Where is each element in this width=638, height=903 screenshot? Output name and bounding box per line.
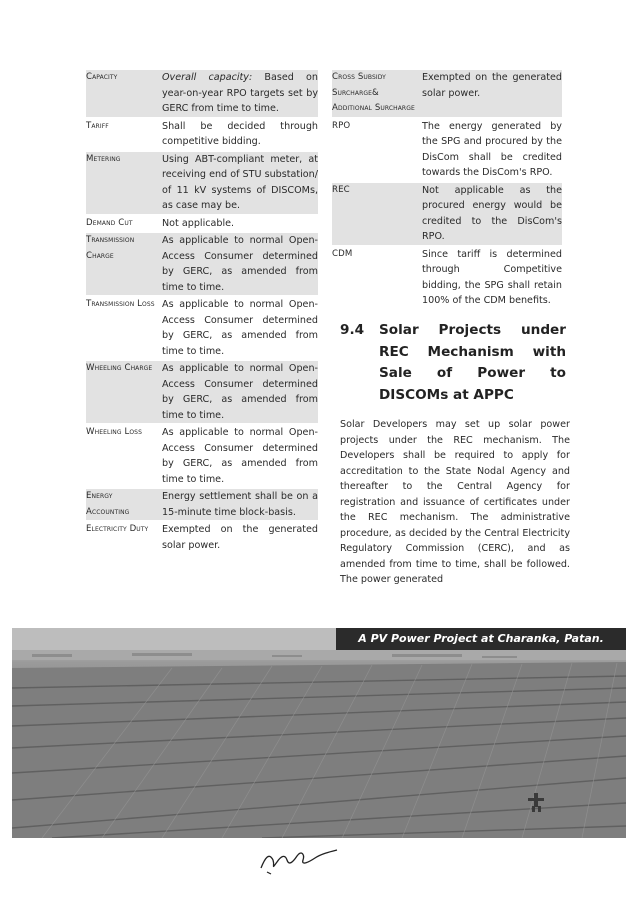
right-table-value: The energy generated by the SPG and procured by the DisCom shall be credited towards the DisCom's RPO.	[422, 120, 562, 178]
left-table-key: Wheeling Charge	[86, 363, 153, 373]
right-table-key: CDM	[332, 248, 353, 259]
right-table-key: Cross Subsidy Surcharge& Additional Surcharge	[332, 72, 415, 113]
left-table-value: Energy settlement shall be on a 15-minute time block-basis.	[162, 491, 318, 518]
body-paragraph: Solar Developers may set up solar power projects under the REC mechanism. The Developers shall be required to apply for accreditation to the State Nodal Agency and thereafter to the Central Agency for registration and issuance of certificates under the REC mechanism. The administrative procedure, as decided by the Central Electricity Regulatory Commission (CERC), and as amended from time to time, shall be followed. The power generated	[340, 419, 570, 585]
left-table-value: As applicable to normal Open-Access Consumer determined by GERC, as amended from time to time.	[162, 235, 318, 293]
right-terms-table	[332, 70, 562, 309]
right-table-value: Exempted on the generated solar power.	[422, 72, 562, 99]
left-table-key: Electricity Duty	[86, 524, 149, 534]
left-table-row	[86, 70, 318, 117]
left-table-key: Transmission Charge	[86, 235, 135, 261]
section-heading	[340, 320, 566, 406]
left-table-row	[86, 361, 318, 423]
left-table-key: Metering	[86, 153, 121, 164]
photo-caption: A PV Power Project at Charanka, Patan.	[336, 628, 626, 650]
signature-mark	[255, 838, 345, 878]
left-table-row	[86, 489, 318, 520]
left-table-key: Transmission Loss	[86, 299, 155, 309]
left-table-row	[86, 233, 318, 295]
left-table-row	[86, 216, 318, 232]
right-table-row	[332, 247, 562, 309]
photo-illustration	[12, 628, 626, 838]
right-table-value: Since tariff is determined through Competitive bidding, the SPG shall retain 100% of the CDM benefits.	[422, 248, 562, 306]
left-table-key: Demand Cut	[86, 217, 133, 228]
right-table-row	[332, 183, 562, 245]
left-table-value: Shall be decided through competitive bidding.	[162, 120, 318, 147]
left-table-row	[86, 119, 318, 150]
left-table-row	[86, 522, 318, 553]
solar-plant-photo	[12, 628, 626, 838]
right-table-row	[332, 70, 562, 117]
left-table-key: Wheeling Loss	[86, 427, 143, 437]
left-table-row	[86, 297, 318, 359]
left-table-key: Energy Accounting	[86, 491, 130, 517]
left-table-value: As applicable to normal Open-Access Consumer determined by GERC, as amended from time to time.	[162, 427, 318, 485]
section-number: 9.4	[340, 322, 365, 338]
left-table-row	[86, 425, 318, 487]
left-table-key: Tariff	[86, 120, 109, 131]
left-table-key: Capacity	[86, 72, 118, 82]
left-table-value: Exempted on the generated solar power.	[162, 524, 318, 551]
right-table-row	[332, 119, 562, 181]
left-table-value: Not applicable.	[162, 217, 235, 229]
right-table-key: RPO	[332, 120, 351, 131]
section-title: Solar Projects under REC Mechanism with Sale of Power to DISCOMs at APPC	[379, 322, 566, 403]
right-table-key: REC	[332, 184, 350, 195]
left-terms-table	[86, 70, 318, 553]
left-table-value: Using ABT-compliant meter, at receiving end of STU substation/ of 11 kV systems of DISCOMs, as case may be.	[162, 153, 318, 211]
right-table-value: Not applicable as the procured energy would be credited to the DisCom's RPO.	[422, 184, 562, 242]
left-table-value: Overall capacity: Based on year-on-year RPO targets set by GERC from time to time.	[162, 72, 318, 114]
left-table-value: As applicable to normal Open-Access Consumer determined by GERC, as amended from time to time.	[162, 299, 318, 357]
left-table-row	[86, 152, 318, 214]
left-table-value: As applicable to normal Open-Access Consumer determined by GERC, as amended from time to time.	[162, 363, 318, 421]
